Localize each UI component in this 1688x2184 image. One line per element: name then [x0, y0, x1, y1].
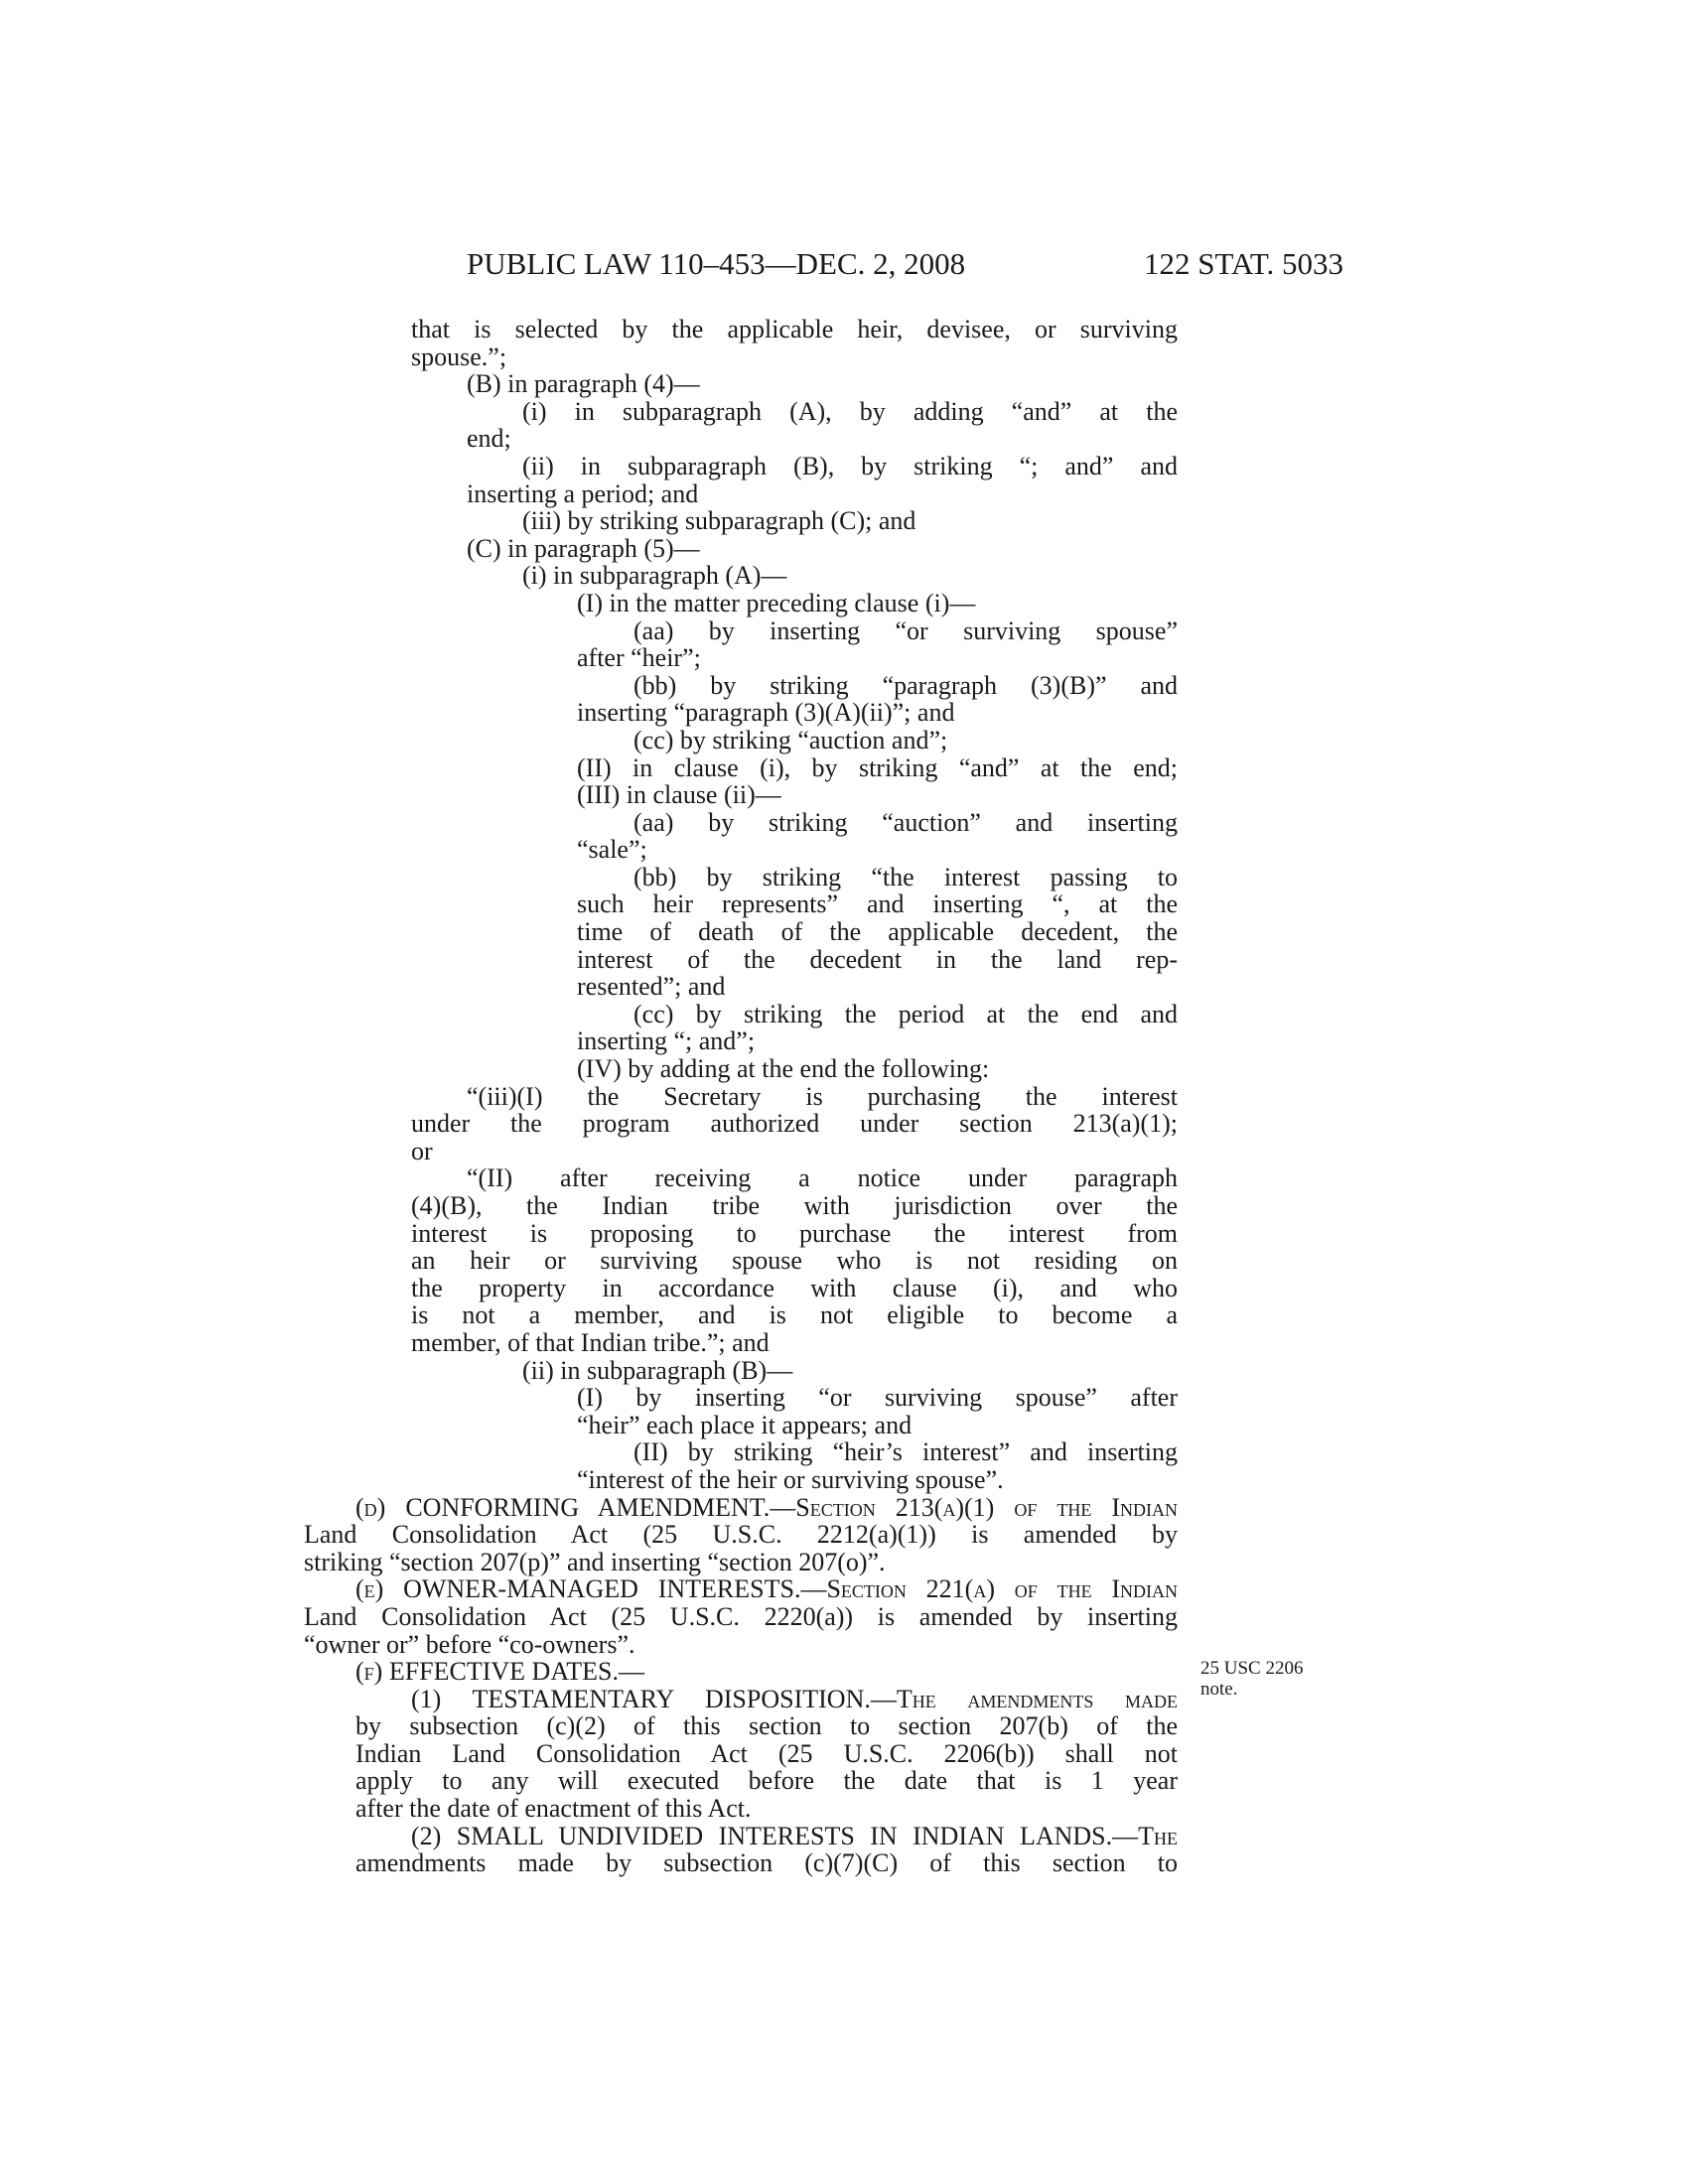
text-line: (i) in subparagraph (A), by adding “and” at the [522, 396, 1178, 426]
text-line: the property in accordance with clause (i), and who [411, 1273, 1178, 1302]
margin-citation-note [1200, 1658, 1339, 1700]
text-line: after the date of enactment of this Act. [355, 1794, 752, 1824]
text-line: (I) by inserting “or surviving spouse” after [577, 1383, 1178, 1413]
text-line: “(iii)(I) the Secretary is purchasing the interest [467, 1081, 1178, 1111]
text-line: (ii) in subparagraph (B), by striking “; and” and [522, 451, 1178, 480]
statute-page-number: 122 STAT. 5033 [1144, 246, 1344, 281]
page-header [0, 246, 1688, 290]
text-line: (i) in subparagraph (A)— [522, 561, 787, 591]
text-line: (ii) in subparagraph (B)— [522, 1355, 793, 1385]
text-line: interest is proposing to purchase the interest from [411, 1218, 1178, 1248]
text-line: apply to any will executed before the date that is 1 year [355, 1766, 1178, 1796]
text-line: (B) in paragraph (4)— [467, 369, 700, 399]
text-line: member, of that Indian tribe.”; and [411, 1327, 770, 1357]
margin-note-citation: 25 USC 2206 [1200, 1658, 1304, 1679]
text-line: (bb) by striking “paragraph (3)(B)” and [633, 670, 1178, 700]
text-line: (aa) by striking “auction” and inserting [633, 807, 1178, 837]
text-line: (cc) by striking “auction and”; [633, 725, 948, 754]
text-line: (e) OWNER-MANAGED INTERESTS.—Section 221(a) of the Indian [355, 1574, 1178, 1604]
text-line: an heir or surviving spouse who is not residing on [411, 1246, 1178, 1276]
document-body [304, 316, 1178, 1877]
text-line: is not a member, and is not eligible to become a [411, 1300, 1178, 1330]
text-line: “owner or” before “co-owners”. [304, 1629, 635, 1659]
text-line: (iii) by striking subparagraph (C); and [522, 506, 916, 536]
text-line: (cc) by striking the period at the end and [633, 999, 1178, 1028]
text-line: (I) in the matter preceding clause (i)— [577, 588, 976, 617]
text-line: (IV) by adding at the end the following: [577, 1054, 990, 1084]
text-line: by subsection (c)(2) of this section to section 207(b) of the [355, 1711, 1178, 1741]
text-line: (II) in clause (i), by striking “and” at the end; [577, 752, 1178, 782]
text-line: striking “section 207(p)” and inserting “section 207(o)”. [304, 1547, 886, 1576]
text-line: (C) in paragraph (5)— [467, 533, 700, 563]
text-line: such heir represents” and inserting “, at the [577, 889, 1178, 919]
text-line: (II) by striking “heir’s interest” and inserting [633, 1437, 1178, 1467]
text-line: (4)(B), the Indian tribe with jurisdiction over the [411, 1191, 1178, 1220]
text-line: (III) in clause (ii)— [577, 780, 781, 810]
text-line: Indian Land Consolidation Act (25 U.S.C. 2206(b)) shall not [355, 1738, 1178, 1768]
text-line: (d) CONFORMING AMENDMENT.—Section 213(a)(1) of the Indian [355, 1492, 1178, 1522]
text-line: or [411, 1136, 433, 1165]
text-line: inserting “paragraph (3)(A)(ii)”; and [577, 698, 955, 728]
text-line: Land Consolidation Act (25 U.S.C. 2212(a)(1)) is amended by [304, 1520, 1178, 1550]
margin-note-label: note. [1200, 1679, 1238, 1700]
text-line: spouse.”; [411, 341, 507, 371]
text-line: (aa) by inserting “or surviving spouse” [633, 615, 1178, 645]
public-law-title: PUBLIC LAW 110–453—DEC. 2, 2008 [467, 246, 966, 281]
text-line: “interest of the heir or surviving spouse”. [577, 1464, 1004, 1494]
text-line: “(II) after receiving a notice under paragraph [467, 1163, 1178, 1193]
text-line: (f) EFFECTIVE DATES.— [355, 1657, 644, 1687]
text-line: amendments made by subsection (c)(7)(C) of this section to [355, 1848, 1178, 1878]
text-line: after “heir”; [577, 643, 701, 673]
text-line: end; [467, 424, 511, 454]
text-line: (2) SMALL UNDIVIDED INTERESTS IN INDIAN LANDS.—The [411, 1821, 1178, 1850]
text-line: (1) TESTAMENTARY DISPOSITION.—The amendments made [411, 1684, 1178, 1713]
text-line: inserting a period; and [467, 478, 699, 508]
text-line: that is selected by the applicable heir, devisee, or surviving [411, 315, 1178, 343]
text-line: interest of the decedent in the land rep- [577, 944, 1178, 974]
text-line: “sale”; [577, 835, 647, 865]
text-line: (bb) by striking “the interest passing to [633, 862, 1178, 891]
text-line: Land Consolidation Act (25 U.S.C. 2220(a)) is amended by inserting [304, 1601, 1178, 1631]
text-line: “heir” each place it appears; and [577, 1410, 913, 1439]
text-line: time of death of the applicable decedent, the [577, 917, 1178, 947]
text-line: inserting “; and”; [577, 1026, 756, 1056]
text-line: under the program authorized under section 213(a)(1); [411, 1109, 1178, 1139]
text-line: resented”; and [577, 972, 726, 1002]
